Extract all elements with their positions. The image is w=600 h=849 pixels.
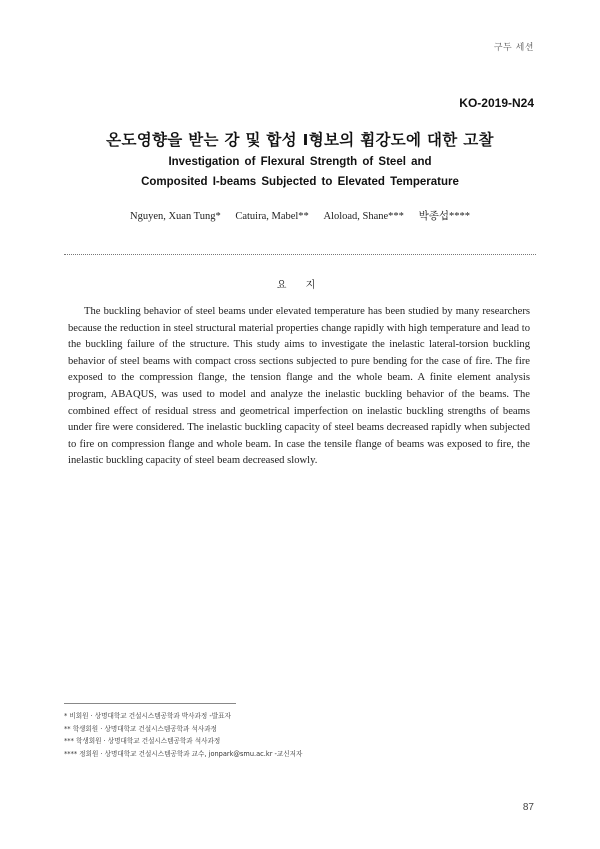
footnote-2: ** 학생회원 · 상명대학교 건설시스템공학과 석사과정	[64, 724, 217, 733]
footnote-divider	[64, 703, 236, 704]
paper-code: KO-2019-N24	[459, 96, 534, 110]
dotted-divider	[64, 254, 536, 255]
korean-title: 온도영향을 받는 강 및 합성 I형보의 휨강도에 대한 고찰	[106, 131, 494, 149]
english-title-line-1: Investigation of Flexural Strength of Steel and	[168, 156, 432, 168]
author-3: Aloload, Shane***	[323, 211, 404, 222]
abstract-body: The buckling behavior of steel beams under elevated temperature has been studied by many researchers because the reduction in steel structural material properties change rapidly with high temperature and lead to the buckling failure of the structure. This study aims to investigate the inelastic lateral-torsion buckling behavior of steel beams with compact cross sections subjected to pure bending for the case of fire. The fire exposed to the compression flange, the tension flange and the whole beam. A finite element analysis program, ABAQUS, was used to model and analyze the inelastic buckling behavior of the beams. The combined effect of residual stress and geometrical imperfection on inelastic buckling strengths of beams under fire were considered. The inelastic buckling capacity of steel beams decreased rapidly when subjected to fire on compression flange and whole beam. In case the tensile flange of beams was exposed to fire, the inelastic buckling capacity of steel beam decreased slowly.	[68, 306, 530, 467]
english-title-line-2: Composited I-beams Subjected to Elevated Temperature	[141, 176, 459, 188]
author-4: 박종섭****	[418, 211, 470, 222]
abstract-heading: 요 지	[276, 280, 324, 291]
section-label: 구두 세션	[493, 43, 534, 53]
author-1: Nguyen, Xuan Tung*	[129, 211, 221, 222]
footnotes	[64, 710, 534, 760]
footnote-1: * 비회원 · 상명대학교 건설시스템공학과 박사과정 -발표자	[64, 712, 231, 720]
footnote-4: **** 정회원 · 상명대학교 건설시스템공학과 교수, jonpark@smu.ac.kr -교신저자	[64, 749, 303, 758]
author-2: Catuira, Mabel**	[235, 211, 309, 222]
author-list	[0, 208, 600, 223]
footnote-3: *** 학생회원 · 상명대학교 건설시스템공학과 석사과정	[64, 737, 221, 745]
page-number: 87	[522, 802, 534, 813]
